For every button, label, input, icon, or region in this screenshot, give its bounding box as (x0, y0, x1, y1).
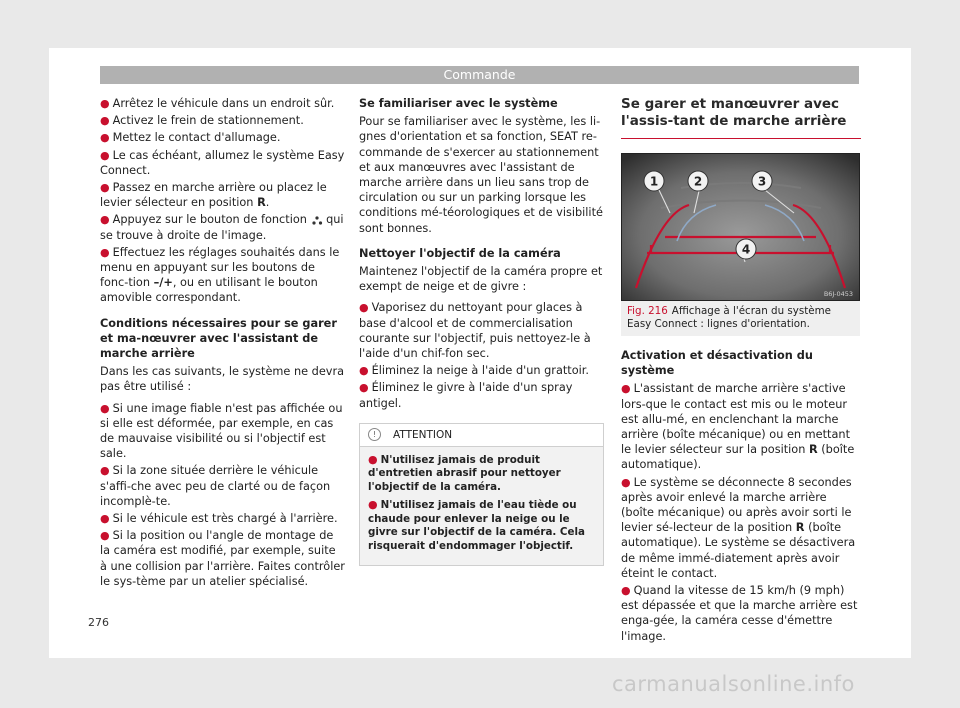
bullet-icon: ● (359, 364, 369, 378)
bullet-icon: ● (100, 131, 110, 145)
bullet-icon: ● (621, 584, 631, 598)
bullet-icon: ● (100, 529, 110, 543)
list-item: ● Effectuez les réglages souhaités dans le menu en appuyant sur les boutons de fonc-tion –/+, ou en utilisant le bouton amovible correspondant. (100, 245, 340, 305)
bullet-icon: ● (100, 181, 110, 195)
figure-label-3 (752, 171, 772, 191)
bullet-icon: ● (100, 512, 110, 526)
list-item: ● Appuyez sur le bouton de fonction qui se trouve à droite de l'image. (100, 213, 344, 242)
paragraph: Dans les cas suivants, le système ne devra pas être utilisé : (100, 365, 345, 394)
bullet-icon: ● (100, 114, 110, 128)
function-button-icon (311, 216, 323, 225)
figure-label-2 (688, 171, 708, 191)
watermark: carmanualsonline.info (612, 672, 855, 696)
list-item: ● Si la position ou l'angle de montage de la caméra est modifié, par exemple, suite à une collision par l'arrière. Faites contrôler le sys-tème par un atelier spécialisé. (100, 529, 345, 588)
bullet-icon: ● (100, 97, 110, 110)
column-1 (100, 96, 345, 591)
bullet-icon: ● (368, 498, 378, 512)
list-item: ● Le cas échéant, allumez le système Easy Connect. (100, 148, 345, 177)
attention-header: ! ATTENTION (360, 424, 603, 447)
list-item: ● Éliminez la neige à l'aide d'un grattoir. (359, 364, 589, 378)
column-3 (621, 96, 861, 646)
svg-text:4: 4 (741, 242, 751, 257)
page-number: 276 (88, 616, 109, 629)
bullet-icon: ● (359, 301, 369, 315)
attention-box (359, 423, 604, 567)
list-item: ● Le système se déconnecte 8 secondes après avoir enlevé la marche arrière (boîte mécanique) ou après avoir sorti le levier sé-lecteur de la position R (boîte automatique). Le système se désactivera de même immé-diatement après avoir éteint le contact. (621, 475, 856, 580)
figure-code: B6J-0453 (823, 290, 853, 298)
paragraph: Maintenez l'objectif de la caméra propre et exempt de neige et de givre : (359, 265, 603, 294)
bullet-icon: ● (100, 401, 110, 415)
list-item: ● L'assistant de marche arrière s'active lors-que le contact est mis ou le moteur est allu-mé, en enclenchant la marche arrière (boîte mécanique) ou en mettant le levier sélecteur sur la position R (boîte automatique). (621, 382, 855, 472)
bullet-icon: ● (100, 148, 110, 162)
figure-caption: Fig. 216 Affichage à l'écran du système Easy Connect : lignes d'orientation. (621, 301, 860, 336)
paragraph: Pour se familiariser avec le système, les li-gnes d'orientation et sa fonction, SEAT re-commande de s'exercer au stationnement et aux manœuvres avec l'assistant de marche arrière dans un lieu sans trop de circulation ou sur un parking lorsque les conditions mé-téorologiques et de visibilité sont bonnes. (359, 115, 603, 235)
list-item: ● N'utilisez jamais de l'eau tiède ou chaude pour enlever la neige ou le givre sur l'objectif de la caméra. Cela risquerait d'endommager l'objectif. (368, 498, 585, 552)
list-item: ● Passez en marche arrière ou placez le levier sélecteur en position R. (100, 181, 327, 210)
bullet-icon: ● (621, 475, 631, 489)
warning-icon: ! (368, 428, 381, 441)
list-item: ● Arrêtez le véhicule dans un endroit sûr. (100, 97, 335, 110)
subheading: Conditions nécessaires pour se garer et ma-nœuvrer avec l'assistant de marche arrière (100, 316, 337, 361)
bullet-icon: ● (368, 452, 378, 466)
figure (621, 153, 860, 336)
subheading: Activation et désactivation du système (621, 349, 813, 378)
list-item: ● Éliminez le givre à l'aide d'un spray antigel. (359, 381, 573, 410)
subheading: Se familiariser avec le système (359, 97, 558, 110)
svg-text:2: 2 (693, 174, 703, 189)
svg-text:1: 1 (649, 174, 659, 189)
list-item: ● Mettez le contact d'allumage. (100, 131, 281, 145)
list-item: ● Vaporisez du nettoyant pour glaces à base d'alcool et de commercialisation courante sur l'objectif, puis nettoyez-le à l'aide d'un chif-fon sec. (359, 301, 591, 361)
bullet-icon: ● (100, 213, 110, 227)
figure-label-4 (736, 239, 756, 259)
list-item: ● N'utilisez jamais de produit d'entretien abrasif pour nettoyer l'objectif de la caméra. (368, 452, 561, 493)
bullet-icon: ● (100, 464, 110, 478)
figure-label-1 (644, 171, 664, 191)
bullet-icon: ● (359, 381, 369, 395)
list-item: ● Si le véhicule est très chargé à l'arrière. (100, 512, 338, 526)
attention-body (360, 447, 603, 566)
list-item: ● Quand la vitesse de 15 km/h (9 mph) est dépassée et que la marche arrière est enga-gée, la caméra cesse d'émettre l'image. (621, 584, 858, 643)
section-header: Commande (100, 66, 859, 84)
bullet-icon: ● (100, 245, 110, 259)
camera-display-image (621, 153, 860, 301)
svg-text:3: 3 (757, 174, 767, 189)
subheading: Nettoyer l'objectif de la caméra (359, 246, 561, 260)
column-2 (359, 96, 604, 566)
section-title: Se garer et manœuvrer avec l'assis-tant de marche arrière (621, 96, 861, 139)
list-item: ● Si une image fiable n'est pas affichée ou si elle est déformée, par exemple, en cas de mauvaise visibilité ou si l'objectif est sale. (100, 401, 343, 461)
list-item: ● Si la zone située derrière le véhicule s'affi-che avec peu de clarté ou de façon incomplè-te. (100, 464, 331, 508)
bullet-icon: ● (621, 382, 631, 396)
list-item: ● Activez le frein de stationnement. (100, 114, 304, 128)
